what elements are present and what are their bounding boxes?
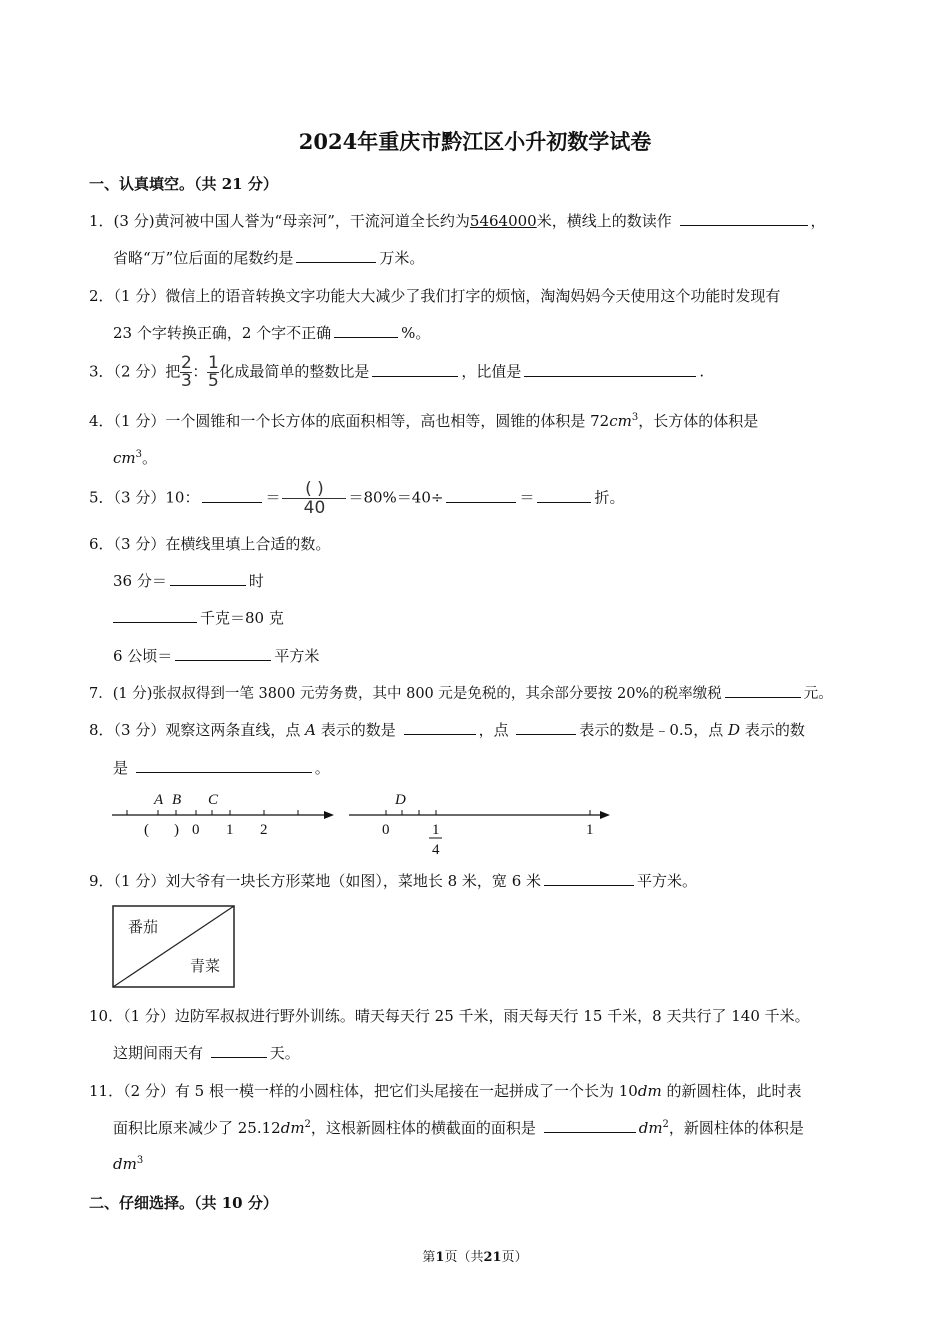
bracket-close: ) [174,822,179,838]
fraction-one-fifth: $\frac{1}{5}$ [207,353,219,391]
answer-blank[interactable] [211,1043,267,1058]
point-label-c: C [208,792,219,808]
answer-blank[interactable] [372,362,458,377]
fraction-denominator: 4 [432,842,440,858]
tick-label: 1 [226,822,234,838]
question-8-line-2: 是 。 [113,759,330,777]
label-greens: 青菜 [190,957,221,975]
answer-blank[interactable] [537,488,591,503]
question-4: 4．（1 分）一个圆锥和一个长方体的底面积相等，高也相等，圆锥的体积是 $72cm^3$，长方体的体积是 [89,412,759,430]
answer-blank[interactable] [175,646,271,661]
page-title: 2024年重庆市黔江区小升初数学试卷 [298,129,652,154]
section-heading-2: 二、仔细选择。（共 10 分） [89,1194,278,1212]
question-10-line-2: 这期间雨天有 天。 [113,1044,300,1062]
question-11-line-3: $dm^3$ [113,1155,144,1173]
question-3: 3．（2 分）把 $\frac{2}{3}$ ： $\frac{1}{5}$ 化成最简单的整数比是 ，比值是 . [89,353,705,391]
answer-blank[interactable] [296,248,376,263]
arrow-icon [600,811,610,819]
tick-label: 1 [586,822,594,838]
question-5: 5．（3 分）10： ＝ ( ) 40 ＝80%＝40÷ ＝ 折。 [89,479,625,518]
question-6-row-1: 36 分＝ 时 [113,572,264,590]
answer-blank[interactable] [516,720,576,735]
question-11: 11．（2 分）有 5 根一模一样的小圆柱体，把它们头尾接在一起拼成了一个长为 10dm 的新圆柱体，此时表 [89,1082,802,1100]
answer-blank[interactable] [524,362,696,377]
question-4-line-2: $cm^3$。 [113,449,158,467]
question-6-row-2: 千克＝80 克 [113,607,284,628]
answer-blank[interactable] [725,683,801,698]
number-lines-figure [108,786,628,858]
tick-label: 0 [382,822,390,838]
underlined-number: 5464000 [469,212,537,230]
question-8: 8．（3 分）观察这两条直线，点 A 表示的数是 ，点 表示的数是﹣0.5，点 D 表示的数 [89,721,805,739]
point-label-d: D [395,792,406,808]
vegetable-plot-figure [112,905,236,989]
bracket-open: ( [144,822,149,838]
answer-blank[interactable] [446,488,516,503]
page-footer: 第1页（共21页） [422,1250,528,1265]
point-label-b: B [172,792,182,808]
question-1-line-2: 省略“万”位后面的尾数约是 万米。 [113,249,425,267]
question-2: 2．（1 分）微信上的语音转换文字功能大大减少了我们打字的烦恼，淘淘妈妈今天使用这个功能时发现有 [89,287,781,305]
answer-blank[interactable] [136,758,312,773]
answer-blank[interactable] [202,488,262,503]
answer-blank[interactable] [544,871,634,886]
label-tomato: 番茄 [128,918,159,936]
tick-label: 2 [260,822,268,838]
fraction-blank-over-40: ( ) 40 [282,480,346,517]
arrow-icon [324,811,334,819]
question-6: 6．（3 分）在横线里填上合适的数。 [89,535,331,553]
question-1: 1．(3 分)黄河被中国人誉为“母亲河”，干流河道全长约为5464000米，横线上的数读作 ， [89,212,826,230]
question-6-row-3: 6 公顷＝ 平方米 [113,647,320,665]
answer-blank[interactable] [334,323,398,338]
fraction-numerator: 1 [432,822,440,838]
answer-blank[interactable] [113,608,197,623]
question-9: 9．（1 分）刘大爷有一块长方形菜地（如图），菜地长 8 米，宽 6 米 平方米。 [89,872,698,890]
point-label-a: A [154,792,164,808]
section-heading-1: 一、认真填空。（共 21 分） [89,175,278,193]
answer-blank[interactable] [170,571,246,586]
answer-blank[interactable] [544,1118,636,1133]
answer-blank[interactable] [404,720,476,735]
question-7: 7．(1 分)张叔叔得到一笔 3800 元劳务费，其中 800 元是免税的，其余部分要按 20%的税率缴税 元。 [89,682,833,703]
answer-blank[interactable] [680,211,808,226]
question-2-line-2: 23 个字转换正确，2 个字不正确 %。 [113,324,431,342]
tick-label: 0 [192,822,200,838]
fraction-two-thirds: $\frac{2}{3}$ [180,353,192,391]
question-11-line-2: 面积比原来减少了 $25.12dm^2$，这根新圆柱体的横截面的面积是 $dm^2$，新圆柱体的体积是 [113,1119,804,1137]
question-10: 10．（1 分）边防军叔叔进行野外训练。晴天每天行 25 千米，雨天每天行 15 千米，8 天共行了 140 千米。 [89,1007,810,1025]
